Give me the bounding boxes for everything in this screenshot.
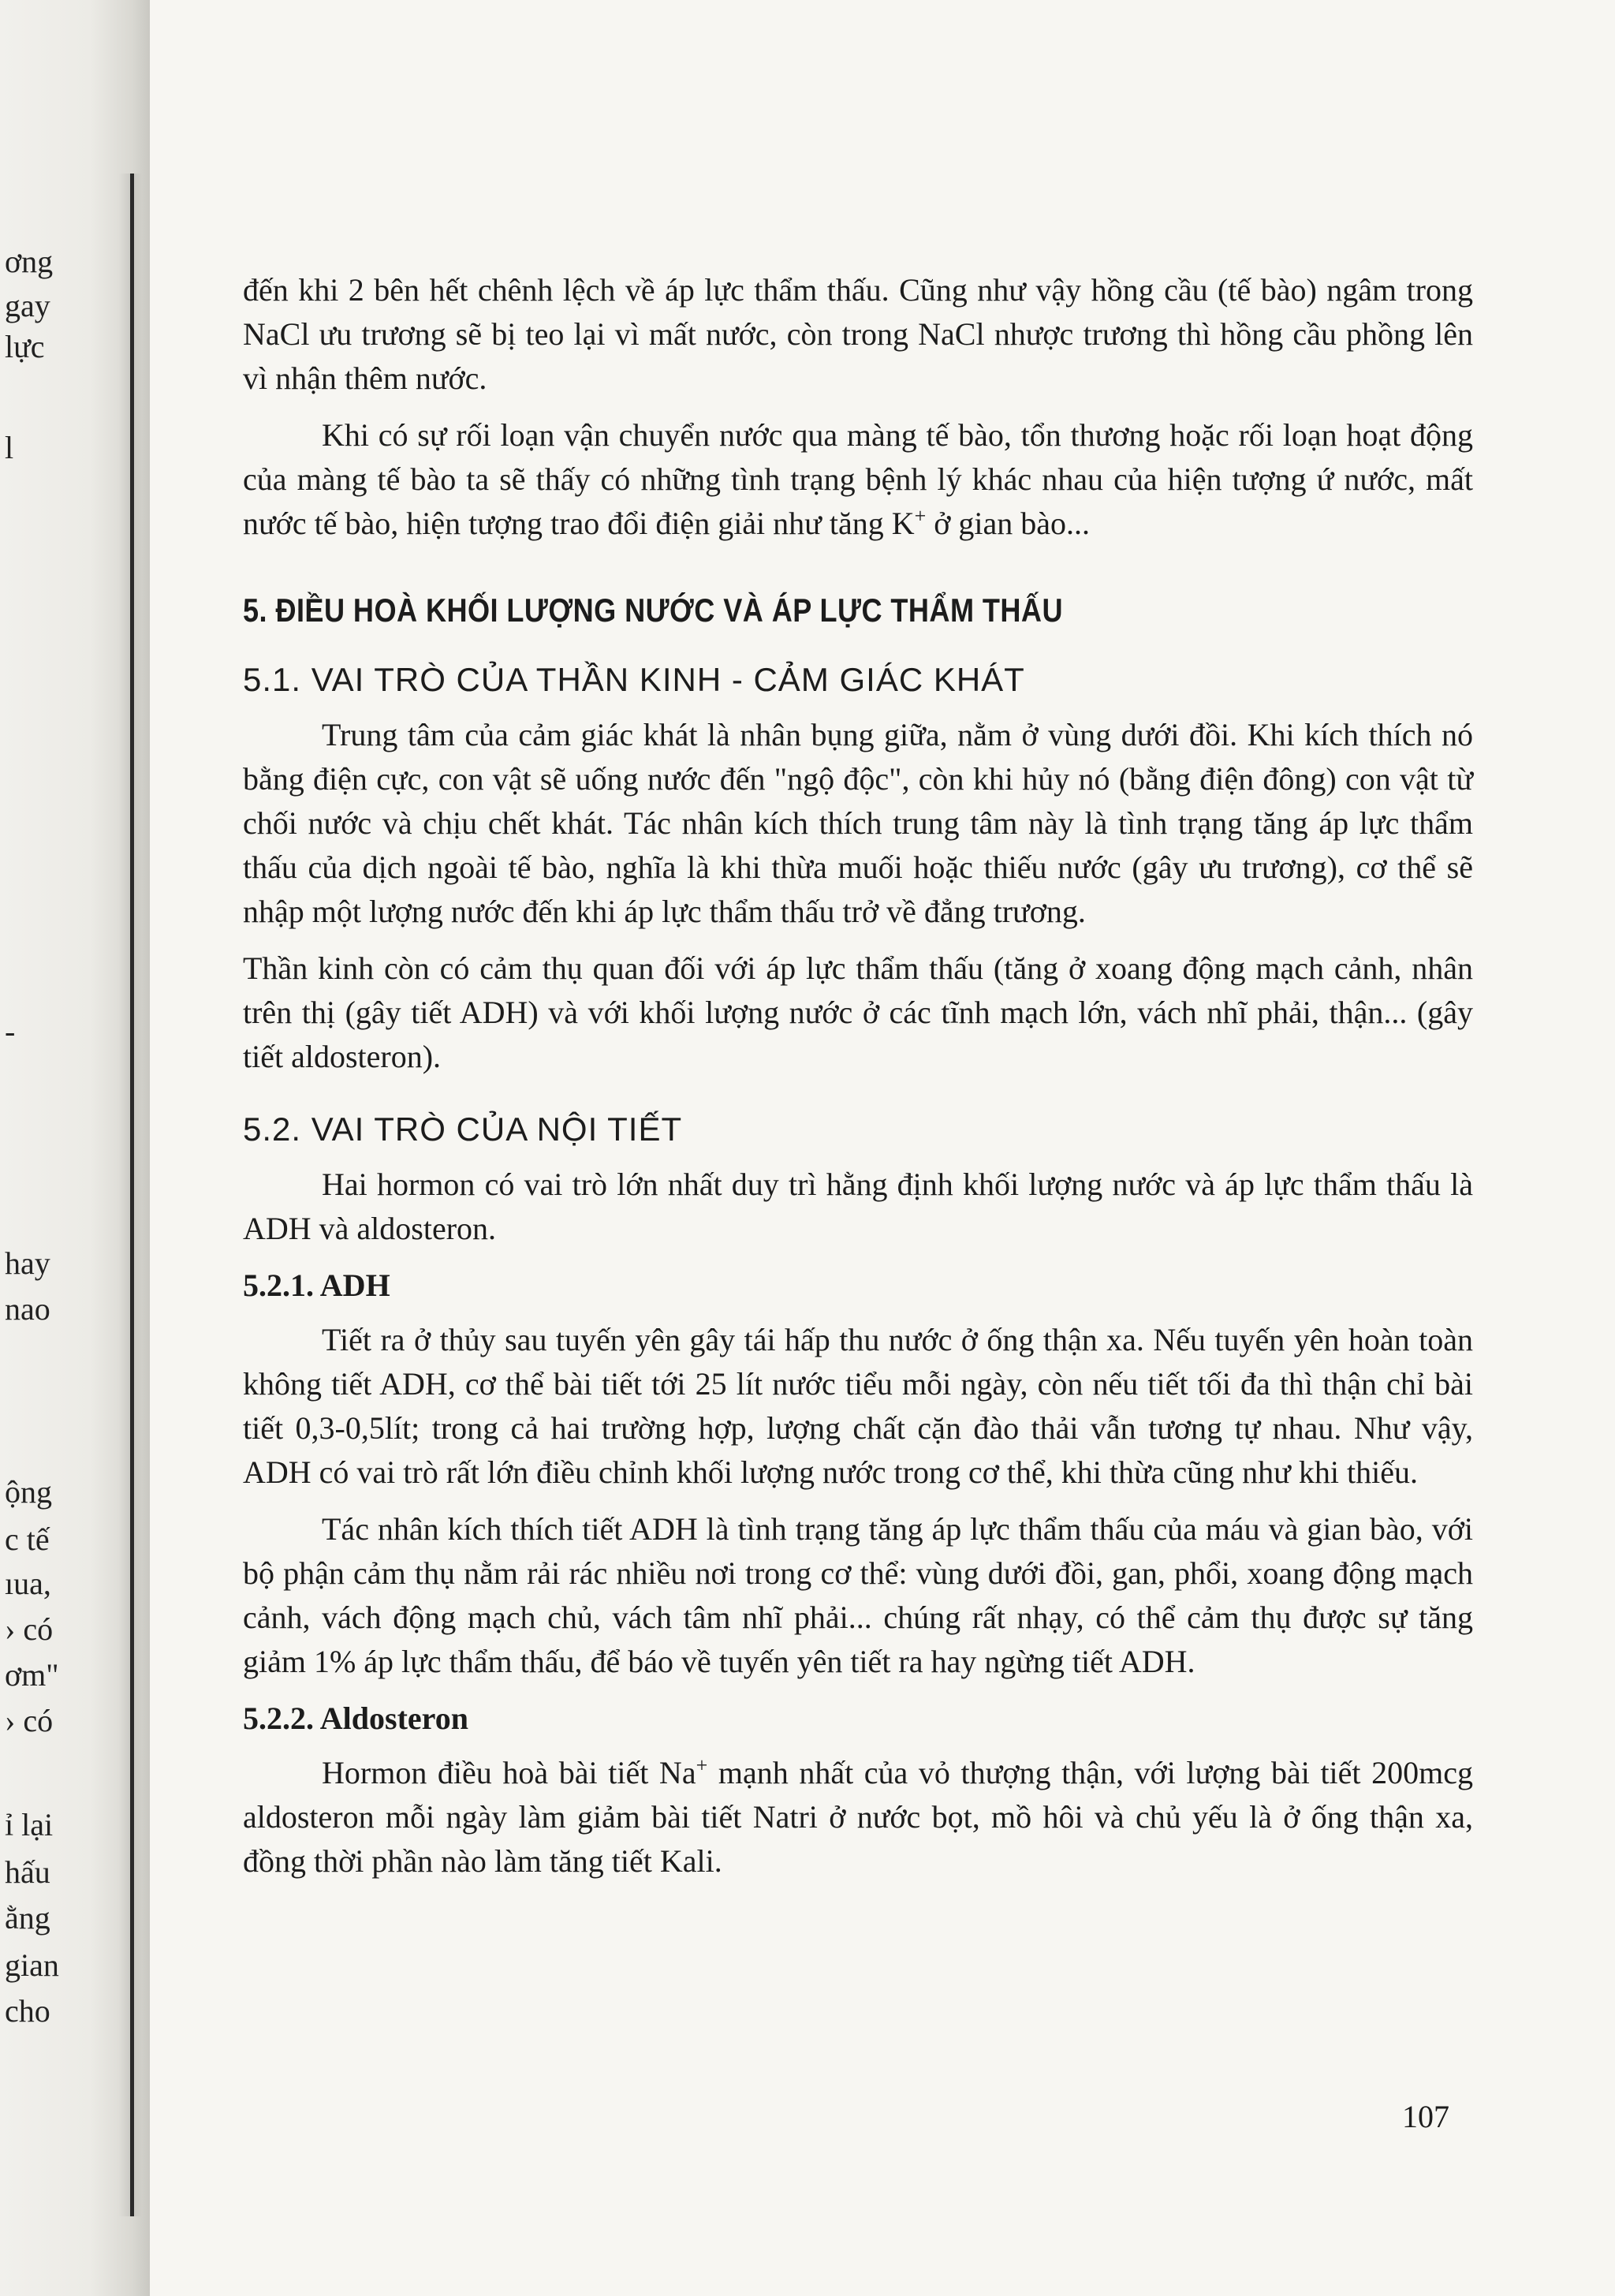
margin-fragment: - [5, 1014, 16, 1049]
margin-fragment: hấu [5, 1854, 50, 1890]
margin-fragment: cho [5, 1993, 50, 2029]
margin-fragment: ộng [5, 1474, 52, 1510]
text-run: Khi có sự rối loạn vận chuyển nước qua màng tế bào, tổn thương hoặc rối loạn hoạt động của màng tế bào ta sẽ thấy có những tình trạng bệnh lý khác nhau của hiện tượng ứ nước, mất nước tế bào, hiện tượng trao đổi điện giải như tăng K [243, 417, 1473, 541]
page-number: 107 [1402, 2099, 1449, 2134]
subsubsection-heading-5-2-1: 5.2.1. ADH [243, 1267, 390, 1303]
superscript: + [696, 1753, 708, 1777]
binding-line [130, 174, 134, 2216]
text-run: mạnh nhất của vỏ thượng thận, với lượng bài tiết 200mcg aldosteron mỗi ngày làm giảm bài tiết Natri ở nước bọt, mồ hôi và chủ yếu là ở ống thận xa, đồng thời phần nào làm tăng tiết Kali. [243, 1755, 1474, 1879]
paragraph-thirst-center: Trung tâm của cảm giác khát là nhân bụng giữa, nằm ở vùng dưới đồi. Khi kích thích nó bằng điện cực, con vật sẽ uống nước đến "ngộ độc", còn khi hủy nó (bằng điện đông) con vật từ chối nước và chịu chết khát. Tác nhân kích thích trung tâm này là tình trạng tăng áp lực thẩm thấu của dịch ngoài tế bào, nghĩa là khi thừa muối hoặc thiếu nước (gây ưu trương), cơ thể sẽ nhập một lượng nước đến khi áp lực thẩm thấu trở về đẳng trương. [243, 717, 1473, 929]
text-run: Hormon điều hoà bài tiết Na [322, 1755, 696, 1790]
superscript: + [914, 504, 927, 528]
paragraph-aldosteron [243, 1751, 1473, 1883]
margin-fragment: nao [5, 1291, 50, 1327]
margin-fragment: ằng [5, 1900, 50, 1936]
paragraph-membrane-disorders [243, 413, 1473, 546]
paragraph-adh-secretion: Tiết ra ở thủy sau tuyến yên gây tái hấp thu nước ở ống thận xa. Nếu tuyến yên hoàn toàn không tiết ADH, cơ thể bài tiết tới 25 lít nước tiểu mỗi ngày, còn nếu tiết tối đa thì thận chỉ bài tiết 0,3-0,5lít; trong cả hai trường hợp, lượng chất cặn đào thải vẫn tương tự nhau. Như vậy, ADH có vai trò rất lớn điều chỉnh khối lượng nước trong cơ thể, khi thừa cũng như khi thiếu. [243, 1322, 1473, 1490]
text-run: ở gian bào... [926, 506, 1091, 541]
paragraph-nerve-receptors: Thần kinh còn có cảm thụ quan đối với áp lực thẩm thấu (tăng ở xoang động mạch cảnh, nhân trên thị (gây tiết ADH) và với khối lượng nước ở các tĩnh mạch lớn, vách nhĩ phải, thận... (gây tiết aldosteron). [243, 950, 1473, 1074]
margin-fragment: c tế [5, 1521, 50, 1557]
margin-fragment: l [5, 430, 14, 465]
margin-fragment: hay [5, 1245, 50, 1281]
margin-fragment: › có [5, 1703, 54, 1738]
margin-fragment: ıua, [5, 1566, 51, 1601]
margin-fragment: ơng [5, 244, 54, 279]
margin-fragment: › có [5, 1611, 54, 1647]
margin-fragment: gian [5, 1947, 59, 1983]
margin-fragment: ỉ lại [5, 1807, 54, 1842]
section-heading-5: 5. ĐIỀU HOÀ KHỐI LƯỢNG NƯỚC VÀ ÁP LỰC THẨM THẤU [243, 592, 1063, 629]
page-content [243, 268, 1473, 1883]
subsubsection-heading-5-2-2: 5.2.2. Aldosteron [243, 1701, 468, 1736]
margin-fragment: lực [5, 329, 45, 364]
margin-fragment: gay [5, 288, 50, 323]
paragraph-adh-stimulus: Tác nhân kích thích tiết ADH là tình trạng tăng áp lực thẩm thấu của máu và gian bào, với bộ phận cảm thụ nằm rải rác nhiều nơi trong cơ thể: vùng dưới đồi, gan, phổi, xoang động mạch cảnh, vách động mạch chủ, vách tâm nhĩ phải... chúng rất nhạy, có thể cảm thụ được sự tăng giảm 1% áp lực thẩm thấu, để báo về tuyến yên tiết ra hay ngừng tiết ADH. [243, 1511, 1473, 1679]
paragraph-osmosis-continuation: đến khi 2 bên hết chênh lệch về áp lực thẩm thấu. Cũng như vậy hồng cầu (tế bào) ngâm trong NaCl ưu trương sẽ bị teo lại vì mất nước, còn trong NaCl nhược trương thì hồng cầu phồng lên vì nhận thêm nước. [243, 272, 1473, 396]
margin-fragment: ơm" [5, 1657, 59, 1693]
subsection-heading-5-2: 5.2. VAI TRÒ CỦA NỘI TIẾT [243, 1111, 683, 1148]
paragraph-hormones: Hai hormon có vai trò lớn nhất duy trì hằng định khối lượng nước và áp lực thẩm thấu là ADH và aldosteron. [243, 1167, 1473, 1246]
subsection-heading-5-1: 5.1. VAI TRÒ CỦA THẦN KINH - CẢM GIÁC KHÁT [243, 661, 1025, 698]
